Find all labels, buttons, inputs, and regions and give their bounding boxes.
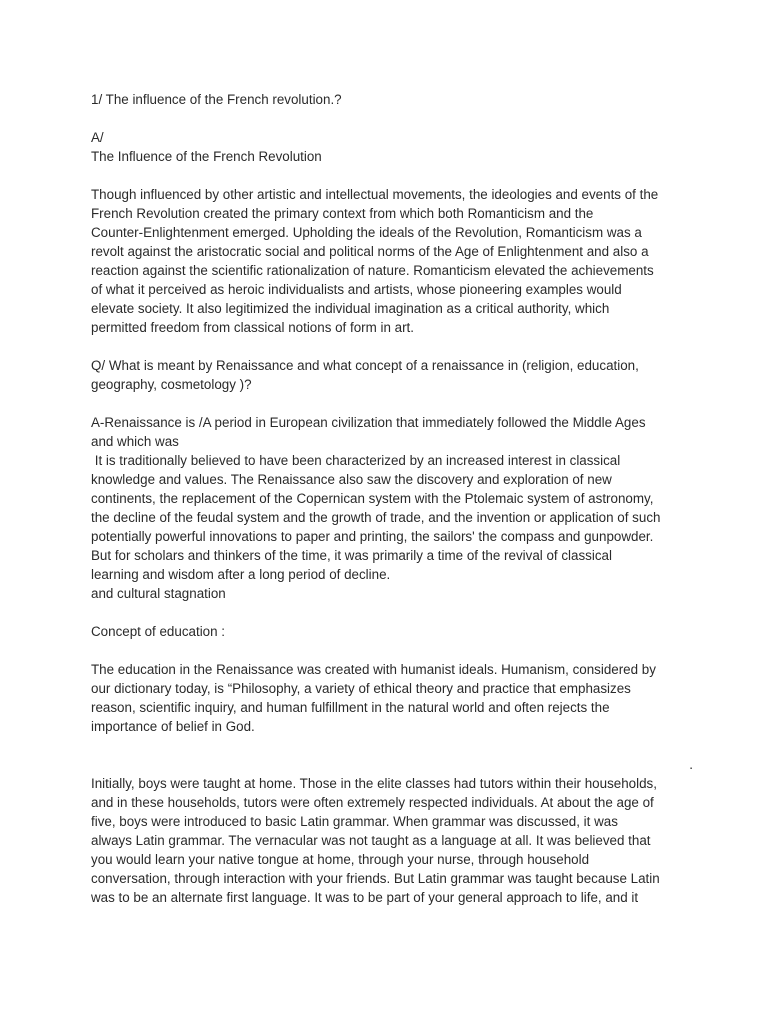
paragraph-line: of what it perceived as heroic individualists and artists, whose pioneering examples would (91, 282, 622, 297)
paragraph-line: reaction against the scientific rationalization of nature. Romanticism elevated the achievements (91, 263, 654, 278)
paragraph-line: and which was (91, 434, 179, 449)
paragraph-line: and cultural stagnation (91, 586, 226, 601)
paragraph-line: continents, the replacement of the Copernican system with the Ptolemaic system of astronomy, (91, 491, 654, 506)
paragraph-line: The education in the Renaissance was created with humanist ideals. Humanism, considered by (91, 662, 656, 677)
spacer (91, 109, 691, 128)
spacer (91, 641, 691, 660)
spacer (91, 337, 691, 356)
question-2 (91, 356, 691, 394)
paragraph-line: Though influenced by other artistic and intellectual movements, the ideologies and events of the (91, 187, 659, 202)
paragraph-line: French Revolution created the primary context from which both Romanticism and the (91, 206, 594, 221)
paragraph-line: elevate society. It also legitimized the individual imagination as a critical authority, which (91, 301, 610, 316)
stray-dot-line (91, 755, 691, 774)
paragraph-line: permitted freedom from classical notions of form in art. (91, 320, 414, 335)
paragraph-line: always Latin grammar. The vernacular was not taught as a language at all. It was believed that (91, 833, 651, 848)
document-page (91, 90, 691, 907)
paragraph-line: you would learn your native tongue at home, through your nurse, through household (91, 852, 590, 867)
spacer (91, 394, 691, 413)
paragraph-line: and in these households, tutors were often extremely respected individuals. At about the age of (91, 795, 654, 810)
stray-dot: . (689, 757, 693, 772)
paragraph-line: reason, scientific inquiry, and human fulfillment in the natural world and often rejects the (91, 700, 610, 715)
paragraph-line: But for scholars and thinkers of the time, it was primarily a time of the revival of classical (91, 548, 612, 563)
paragraph-line: revolt against the aristocratic social and political norms of the Age of Enlightenment and also a (91, 244, 649, 259)
concept-of-education-heading: Concept of education : (91, 624, 225, 639)
paragraph-line: learning and wisdom after a long period of decline. (91, 567, 391, 582)
paragraph-line: five, boys were introduced to basic Latin grammar. When grammar was discussed, it was (91, 814, 618, 829)
paragraph-line: potentially powerful innovations to paper and printing, the sailors' the compass and gunpowder. (91, 529, 654, 544)
paragraph-line: It is traditionally believed to have been characterized by an increased interest in classical (91, 453, 621, 468)
spacer (91, 166, 691, 185)
paragraph-french-revolution (91, 185, 691, 337)
question-line: Q/ What is meant by Renaissance and what concept of a renaissance in (religion, education, (91, 358, 639, 373)
paragraph-renaissance (91, 413, 691, 603)
question-line: geography, cosmetology )? (91, 377, 252, 392)
answer-label: A/ (91, 130, 104, 145)
paragraph-line: importance of belief in God. (91, 719, 255, 734)
question-1-heading: 1/ The influence of the French revolution.? (91, 92, 342, 107)
paragraph-line: our dictionary today, is “Philosophy, a variety of ethical theory and practice that emphasizes (91, 681, 631, 696)
paragraph-line: knowledge and values. The Renaissance also saw the discovery and exploration of new (91, 472, 612, 487)
paragraph-line: A-Renaissance is /A period in European civilization that immediately followed the Middle Ages (91, 415, 646, 430)
spacer (91, 736, 691, 755)
paragraph-humanism (91, 660, 691, 736)
paragraph-line: Counter-Enlightenment emerged. Upholding the ideals of the Revolution, Romanticism was a (91, 225, 642, 240)
paragraph-line: the decline of the feudal system and the growth of trade, and the invention or application of such (91, 510, 661, 525)
answer-title: The Influence of the French Revolution (91, 149, 322, 164)
paragraph-line: Initially, boys were taught at home. Those in the elite classes had tutors within their households, (91, 776, 657, 791)
paragraph-line: conversation, through interaction with your friends. But Latin grammar was taught because Latin (91, 871, 660, 886)
paragraph-line: was to be an alternate first language. It was to be part of your general approach to life, and it (91, 890, 639, 905)
paragraph-home-education (91, 774, 691, 907)
spacer (91, 603, 691, 622)
